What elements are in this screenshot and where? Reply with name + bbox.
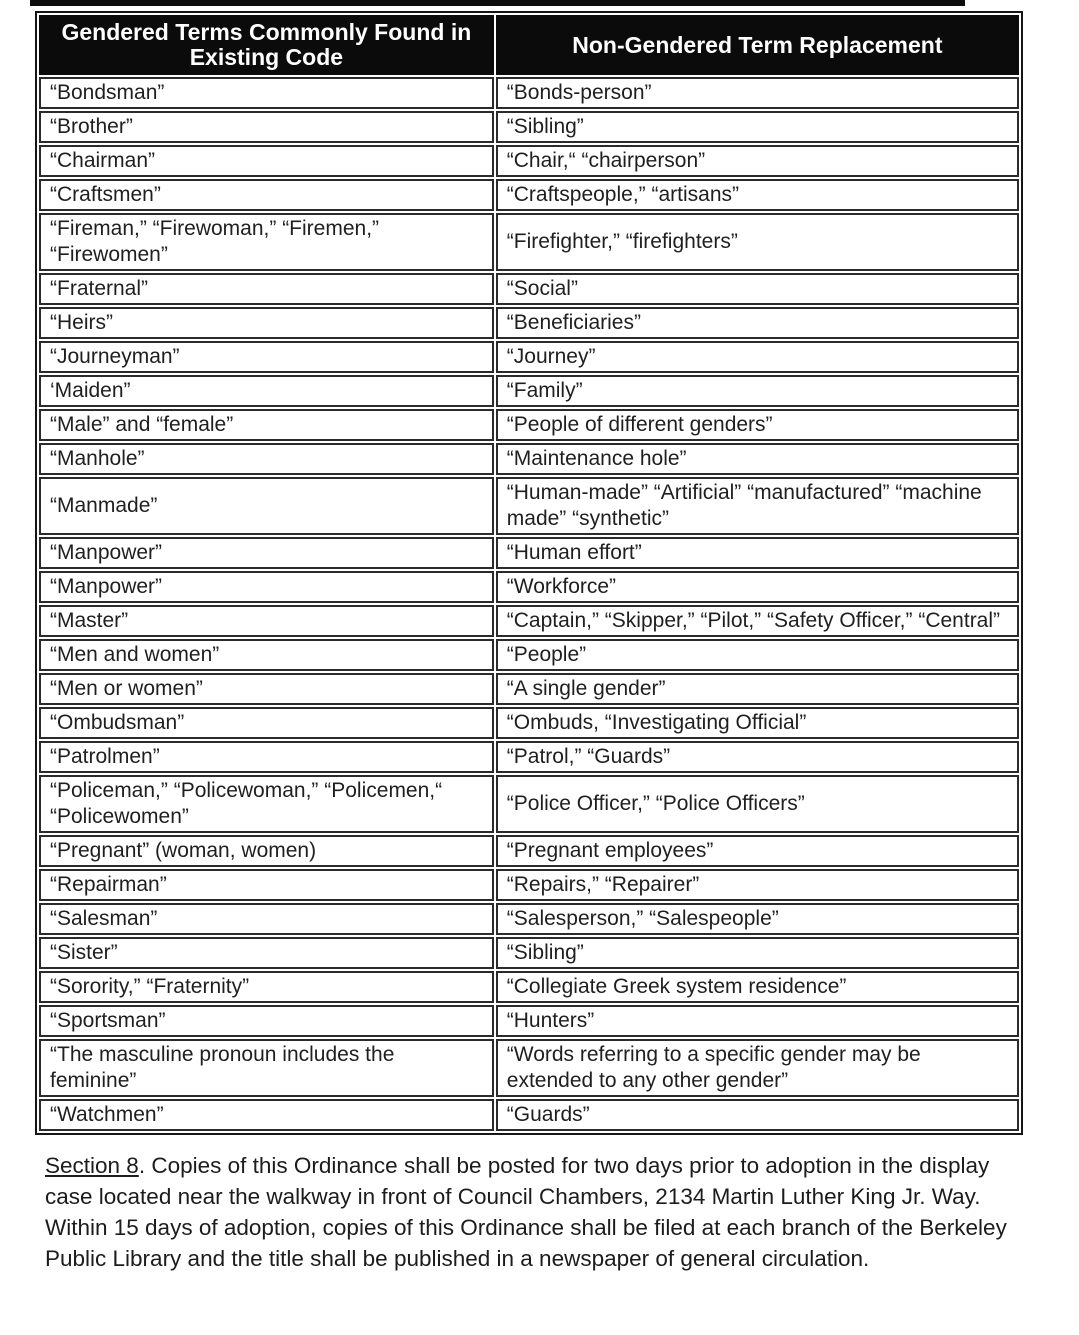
term-cell: “Repairman” <box>39 869 494 901</box>
replacement-cell: “People of different genders” <box>496 409 1019 441</box>
table-row <box>39 835 1019 867</box>
replacement-cell: “Maintenance hole” <box>496 443 1019 475</box>
table-row <box>39 273 1019 305</box>
replacement-cell: “Guards” <box>496 1099 1019 1131</box>
table-header-row <box>39 15 1019 75</box>
table-row <box>39 145 1019 177</box>
term-cell: “Manmade” <box>39 477 494 535</box>
table-row <box>39 937 1019 969</box>
term-cell: “Manhole” <box>39 443 494 475</box>
term-cell: “Watchmen” <box>39 1099 494 1131</box>
table-row <box>39 537 1019 569</box>
table-row <box>39 375 1019 407</box>
replacement-cell: “Repairs,” “Repairer” <box>496 869 1019 901</box>
term-cell: “Brother” <box>39 111 494 143</box>
replacement-cell: “Chair,“ “chairperson” <box>496 145 1019 177</box>
table-row <box>39 179 1019 211</box>
term-cell: “Chairman” <box>39 145 494 177</box>
term-cell: “Sister” <box>39 937 494 969</box>
table-row <box>39 77 1019 109</box>
table-row <box>39 707 1019 739</box>
replacement-cell: “Sibling” <box>496 937 1019 969</box>
gendered-terms-table <box>35 11 1023 1135</box>
term-cell: “Pregnant” (woman, women) <box>39 835 494 867</box>
term-cell: “Manpower” <box>39 537 494 569</box>
table-row <box>39 571 1019 603</box>
table-row <box>39 605 1019 637</box>
replacement-cell: “Workforce” <box>496 571 1019 603</box>
replacement-table-container <box>35 11 1023 1135</box>
term-cell: “The masculine pronoun includes the feminine” <box>39 1039 494 1097</box>
replacement-cell: “Police Officer,” “Police Officers” <box>496 775 1019 833</box>
term-cell: “Journeyman” <box>39 341 494 373</box>
table-row <box>39 869 1019 901</box>
header-non-gendered-replacement: Non-Gendered Term Replacement <box>496 15 1019 75</box>
table-row <box>39 1005 1019 1037</box>
replacement-cell: “Captain,” “Skipper,” “Pilot,” “Safety Officer,” “Central” <box>496 605 1019 637</box>
table-row <box>39 341 1019 373</box>
table-row <box>39 111 1019 143</box>
replacement-cell: “Salesperson,” “Salespeople” <box>496 903 1019 935</box>
table-row <box>39 639 1019 671</box>
replacement-cell: “Beneficiaries” <box>496 307 1019 339</box>
table-body <box>39 77 1019 1131</box>
term-cell: “Manpower” <box>39 571 494 603</box>
replacement-cell: “Sibling” <box>496 111 1019 143</box>
term-cell: “Heirs” <box>39 307 494 339</box>
term-cell: “Sorority,” “Fraternity” <box>39 971 494 1003</box>
term-cell: “Men and women” <box>39 639 494 671</box>
replacement-cell: “Hunters” <box>496 1005 1019 1037</box>
table-row <box>39 1039 1019 1097</box>
term-cell: “Fireman,” “Firewoman,” “Firemen,” “Firewomen” <box>39 213 494 271</box>
table-row <box>39 477 1019 535</box>
term-cell: “Bondsman” <box>39 77 494 109</box>
section-8-text: . Copies of this Ordinance shall be posted for two days prior to adoption in the display case located near the walkway in front of Council Chambers, 2134 Martin Luther King Jr. Way. Within 15 days of adoption, copies of this Ordinance shall be filed at each branch of the Berkeley Public Library and the title shall be published in a newspaper of general circulation. <box>45 1153 1007 1271</box>
term-cell: “Male” and “female” <box>39 409 494 441</box>
replacement-cell: “Patrol,” “Guards” <box>496 741 1019 773</box>
table-row <box>39 307 1019 339</box>
table-row <box>39 971 1019 1003</box>
replacement-cell: “Bonds-person” <box>496 77 1019 109</box>
replacement-cell: “Craftspeople,” “artisans” <box>496 179 1019 211</box>
term-cell: “Patrolmen” <box>39 741 494 773</box>
table-header <box>39 15 1019 75</box>
table-row <box>39 673 1019 705</box>
term-cell: “Master” <box>39 605 494 637</box>
term-cell: “Men or women” <box>39 673 494 705</box>
table-row <box>39 775 1019 833</box>
section-8-paragraph <box>45 1150 1037 1274</box>
replacement-cell: “Firefighter,” “firefighters” <box>496 213 1019 271</box>
replacement-cell: “People” <box>496 639 1019 671</box>
table-row <box>39 903 1019 935</box>
replacement-cell: “Human-made” “Artificial” “manufactured” “machine made” “synthetic” <box>496 477 1019 535</box>
table-row <box>39 213 1019 271</box>
term-cell: “Sportsman” <box>39 1005 494 1037</box>
header-gendered-terms: Gendered Terms Commonly Found in Existing Code <box>39 15 494 75</box>
replacement-cell: “Social” <box>496 273 1019 305</box>
replacement-cell: “Ombuds, “Investigating Official” <box>496 707 1019 739</box>
replacement-cell: “Collegiate Greek system residence” <box>496 971 1019 1003</box>
table-row <box>39 409 1019 441</box>
table-row <box>39 741 1019 773</box>
replacement-cell: “Pregnant employees” <box>496 835 1019 867</box>
term-cell: “Craftsmen” <box>39 179 494 211</box>
term-cell: “Fraternal” <box>39 273 494 305</box>
term-cell: “Policeman,” “Policewoman,” “Policemen,“ “Policewomen” <box>39 775 494 833</box>
term-cell: “Ombudsman” <box>39 707 494 739</box>
replacement-cell: “Family” <box>496 375 1019 407</box>
table-row <box>39 1099 1019 1131</box>
replacement-cell: “Human effort” <box>496 537 1019 569</box>
table-row <box>39 443 1019 475</box>
page-crop-artifact-bar <box>30 0 965 6</box>
replacement-cell: “A single gender” <box>496 673 1019 705</box>
replacement-cell: “Journey” <box>496 341 1019 373</box>
term-cell: ‘Maiden” <box>39 375 494 407</box>
term-cell: “Salesman” <box>39 903 494 935</box>
section-8-label: Section 8 <box>45 1153 139 1178</box>
replacement-cell: “Words referring to a specific gender may be extended to any other gender” <box>496 1039 1019 1097</box>
